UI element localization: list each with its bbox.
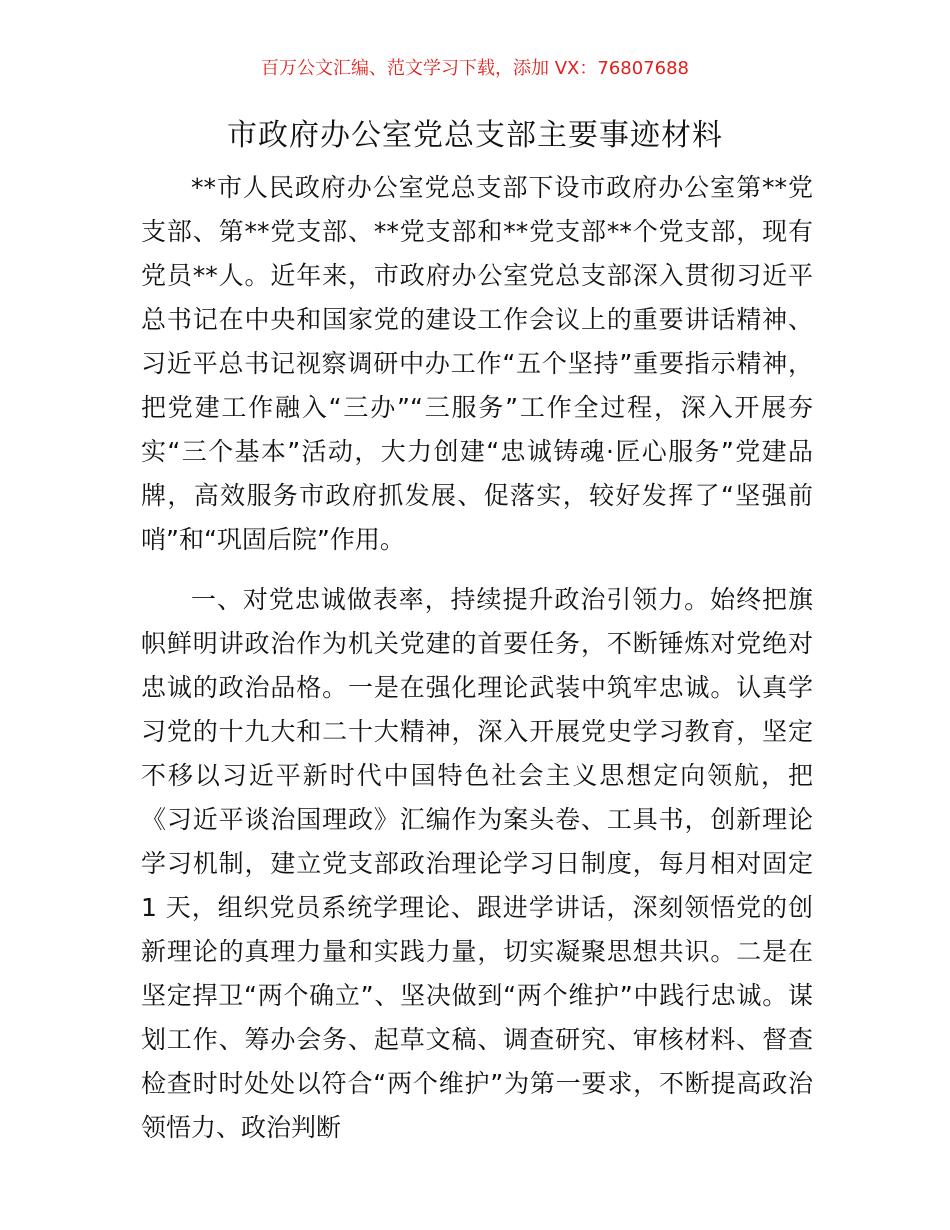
paragraph-intro: **市人民政府办公室党总支部下设市政府办公室第**党支部、第**党支部、**党支部和**党支部**个党支部，现有党员**人。近年来，市政府办公室党总支部深入贯彻习近平总书记在中央和国家党的建设工作会议上的重要讲话精神、习近平总书记视察调研中办工作“五个坚持”重要指示精神，把党建工作融入“三办”“三服务”工作全过程，深入开展夯实“三个基本”活动，大力创建“忠诚铸魂·匠心服务”党建品牌，高效服务市政府抓发展、促落实，较好发挥了“坚强前哨”和“巩固后院”作用。 xyxy=(141,173,813,554)
header-note: 百万公文汇编、范文学习下载，添加 VX：76807688 xyxy=(261,58,689,79)
document-title: 市政府办公室党总支部主要事迹材料 xyxy=(227,118,723,153)
paragraph-section-one: 一、对党忠诚做表率，持续提升政治引领力。始终把旗帜鲜明讲政治作为机关党建的首要任务，不断锤炼对党绝对忠诚的政治品格。一是在强化理论武装中筑牢忠诚。认真学习党的十九大和二十大精神，深入开展党史学习教育，坚定不移以习近平新时代中国特色社会主义思想定向领航，把《习近平谈治国理政》汇编作为案头卷、工具书，创新理论学习机制，建立党支部政治理论学习日制度，每月相对固定 1 天，组织党员系统学理论、跟进学讲话，深刻领悟党的创新理论的真理力量和实践力量，切实凝聚思想共识。二是在坚定捍卫“两个确立”、坚决做到“两个维护”中践行忠诚。谋划工作、筹办会务、起草文稿、调查研究、审核材料、督查检查时时处处以符合“两个维护”为第一要求，不断提高政治领悟力、政治判断 xyxy=(141,585,813,1142)
document-body xyxy=(141,166,813,1150)
